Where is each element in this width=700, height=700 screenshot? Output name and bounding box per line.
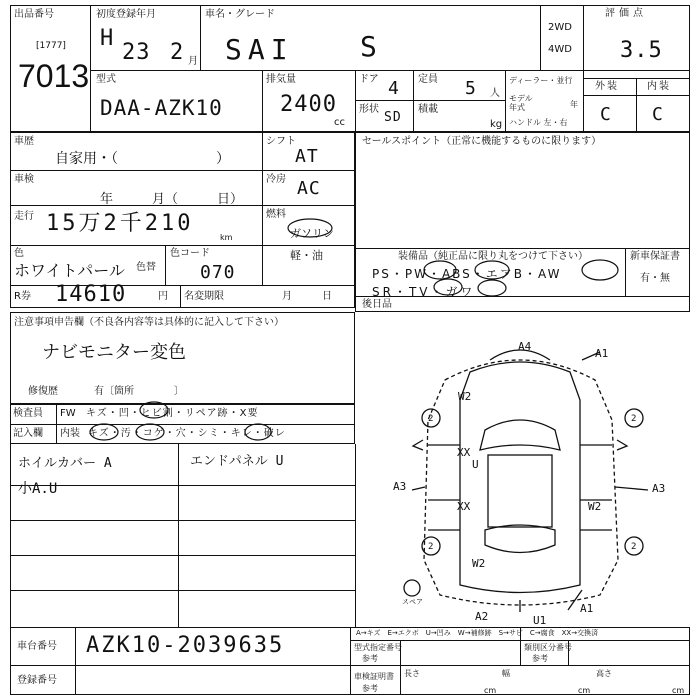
sales-point-label: セールスポイント（正常に機能するものに限ります） [362, 136, 602, 147]
mark-a1-rear: A1 [580, 602, 594, 615]
era-value: H [100, 26, 115, 51]
month-value: 2 [170, 40, 185, 65]
fuel-value: ガソリン [290, 227, 334, 240]
coupon-value: 14610 [55, 282, 127, 307]
size-label: 車検証明書 [354, 672, 394, 681]
record-label: 記入欄 [13, 428, 43, 439]
svg-text:2: 2 [428, 542, 434, 552]
displacement-label: 排気量 [266, 74, 296, 85]
shift-label: シフト [266, 136, 296, 147]
exterior-label: 外装 [595, 81, 619, 92]
capacity-value: 5 [465, 78, 477, 99]
aircon-label: 冷房 [266, 174, 286, 185]
load-label: 積載 [418, 104, 438, 115]
height-cm: cm [672, 686, 685, 695]
mark-a4: A4 [518, 340, 532, 353]
model-name: SAI [225, 33, 294, 66]
cert-sub: 参考 [362, 654, 378, 663]
length-cm: cm [484, 686, 497, 695]
color-label: 色 [14, 248, 24, 259]
inspector-label: 検査員 [13, 408, 43, 419]
mark-a3-left: A3 [393, 480, 407, 493]
shift-value: AT [295, 146, 319, 167]
repair-label: 修復歴 [28, 386, 58, 397]
width-label: 幅 [502, 669, 510, 678]
lot-number: 7013 [18, 58, 90, 94]
score-label: 評価点 [605, 8, 647, 19]
drive-2wd: 2WD [548, 22, 572, 33]
interior-check-label: 内装 [60, 428, 80, 439]
lot-code: [1777] [36, 41, 66, 51]
transfer-label: 名変期限 [184, 291, 224, 302]
mark-u: U [472, 458, 479, 471]
history-value: 自家用・（ ） [55, 151, 230, 167]
capacity-label: 定員 [418, 74, 438, 85]
type-value: DAA-AZK10 [100, 96, 223, 120]
mileage-value: 15万2千210 [46, 211, 194, 236]
color-change-label: 色替 [136, 262, 156, 273]
inspection-label: 車検 [14, 174, 34, 185]
displacement-unit: cc [334, 117, 345, 128]
doors-value: 4 [388, 78, 400, 99]
model-label: 車名・グレード [205, 9, 275, 20]
dealer-label: ディーラー・並行 [509, 76, 573, 85]
warranty-label: 新車保証書 [630, 251, 680, 262]
equipment-row-2: SR・TV・ガワ [372, 285, 476, 299]
handle-label: ハンドル 左・右 [509, 118, 568, 127]
mileage-unit: km [220, 233, 233, 242]
interior-check-text: キズ・汚・コゲ・穴・シミ・キレ・破レ [88, 428, 286, 439]
shape-label: 形状 [359, 104, 379, 115]
color-value: ホワイトパール [14, 261, 125, 280]
exterior-value: C [600, 104, 612, 125]
shape-value: SD [384, 110, 402, 125]
drive-4wd: 4WD [548, 44, 572, 55]
inspection-value: 年 月（ 日） [100, 192, 244, 207]
score-value: 3.5 [620, 38, 663, 63]
repair-value: 有〔箇所 〕 [94, 386, 184, 397]
capacity-unit: 人 [490, 88, 500, 99]
doors-label: ドア [359, 74, 379, 85]
class-label: 類別区分番号 [524, 643, 572, 652]
history-label: 車歴 [14, 136, 34, 147]
height-label: 高さ [596, 669, 612, 678]
mark-a2: A2 [475, 610, 489, 623]
equipment-row-1: PS・PW・ABS・エアB・AW [372, 267, 562, 281]
year-unit: 年 [570, 100, 578, 109]
equipment-label: 装備品（純正品に限り丸をつけて下さい） [398, 251, 588, 262]
mark-w2-right: W2 [588, 500, 602, 513]
svg-text:2: 2 [428, 414, 434, 424]
class-sub: 参考 [532, 654, 548, 663]
chassis-label: 車台番号 [17, 641, 57, 652]
mark-w2-left: W2 [458, 390, 472, 403]
first-reg-label: 初度登録年月 [96, 9, 156, 20]
mark-w2-rear: W2 [472, 557, 486, 570]
color-code-label: 色コード [170, 248, 210, 259]
notes-value: ナビモニター変色 [42, 342, 186, 363]
svg-text:スペア: スペア [402, 598, 423, 606]
mark-u1: U1 [533, 614, 547, 627]
size-sub: 参考 [362, 684, 378, 693]
year-value: 23 [122, 40, 151, 65]
hand-note-2: エンドパネル U [190, 454, 284, 469]
model-year-label: モデル年式 [509, 94, 533, 112]
reg-label: 登録番号 [17, 675, 57, 686]
mark-a3-right: A3 [652, 482, 666, 495]
width-cm: cm [578, 686, 591, 695]
load-unit: kg [490, 119, 503, 130]
notes-label: 注意事項申告欄（不良各内容等は具体的に記入して下さい） [14, 317, 284, 328]
transfer-value: 月 日 [282, 291, 332, 302]
warranty-value: 有・無 [640, 273, 670, 284]
mark-xx-2: XX [457, 500, 471, 513]
lot-label: 出品番号 [14, 9, 54, 20]
coupon-label: R券 [14, 291, 31, 302]
hand-note-3: 小A.U [18, 481, 58, 497]
aircon-value: AC [297, 178, 321, 199]
coupon-unit: 円 [158, 291, 168, 302]
svg-text:2: 2 [631, 414, 637, 424]
fw-text: キズ・凹・ヒビ割・リペア跡・X要 [86, 408, 259, 419]
month-unit: 月 [188, 56, 198, 67]
hand-note-1: ホイルカバー A [18, 456, 112, 471]
chassis-value: AZK10-2039635 [86, 633, 285, 658]
grade-value: S [360, 30, 378, 63]
fuel-label: 燃料 [266, 209, 286, 220]
length-label: 長さ [404, 669, 420, 678]
fuel-option: 軽・油 [290, 249, 323, 262]
cert-label: 型式指定番号 [354, 643, 402, 652]
type-label: 型式 [96, 74, 116, 85]
fw-label: FW [60, 408, 76, 419]
color-code-value: 070 [200, 262, 236, 283]
after-label: 後日品 [362, 299, 392, 310]
mileage-label: 走行 [14, 211, 34, 222]
interior-label: 内装 [647, 81, 671, 92]
interior-value: C [652, 104, 664, 125]
svg-text:2: 2 [631, 542, 637, 552]
displacement-value: 2400 [280, 92, 337, 117]
mark-a1-top: A1 [595, 347, 609, 360]
diagram-legend: A→キズ E→エクボ U→凹み W→補修跡 S→サビ C→腐食 XX→交換済 [356, 629, 599, 637]
mark-xx-1: XX [457, 446, 471, 459]
